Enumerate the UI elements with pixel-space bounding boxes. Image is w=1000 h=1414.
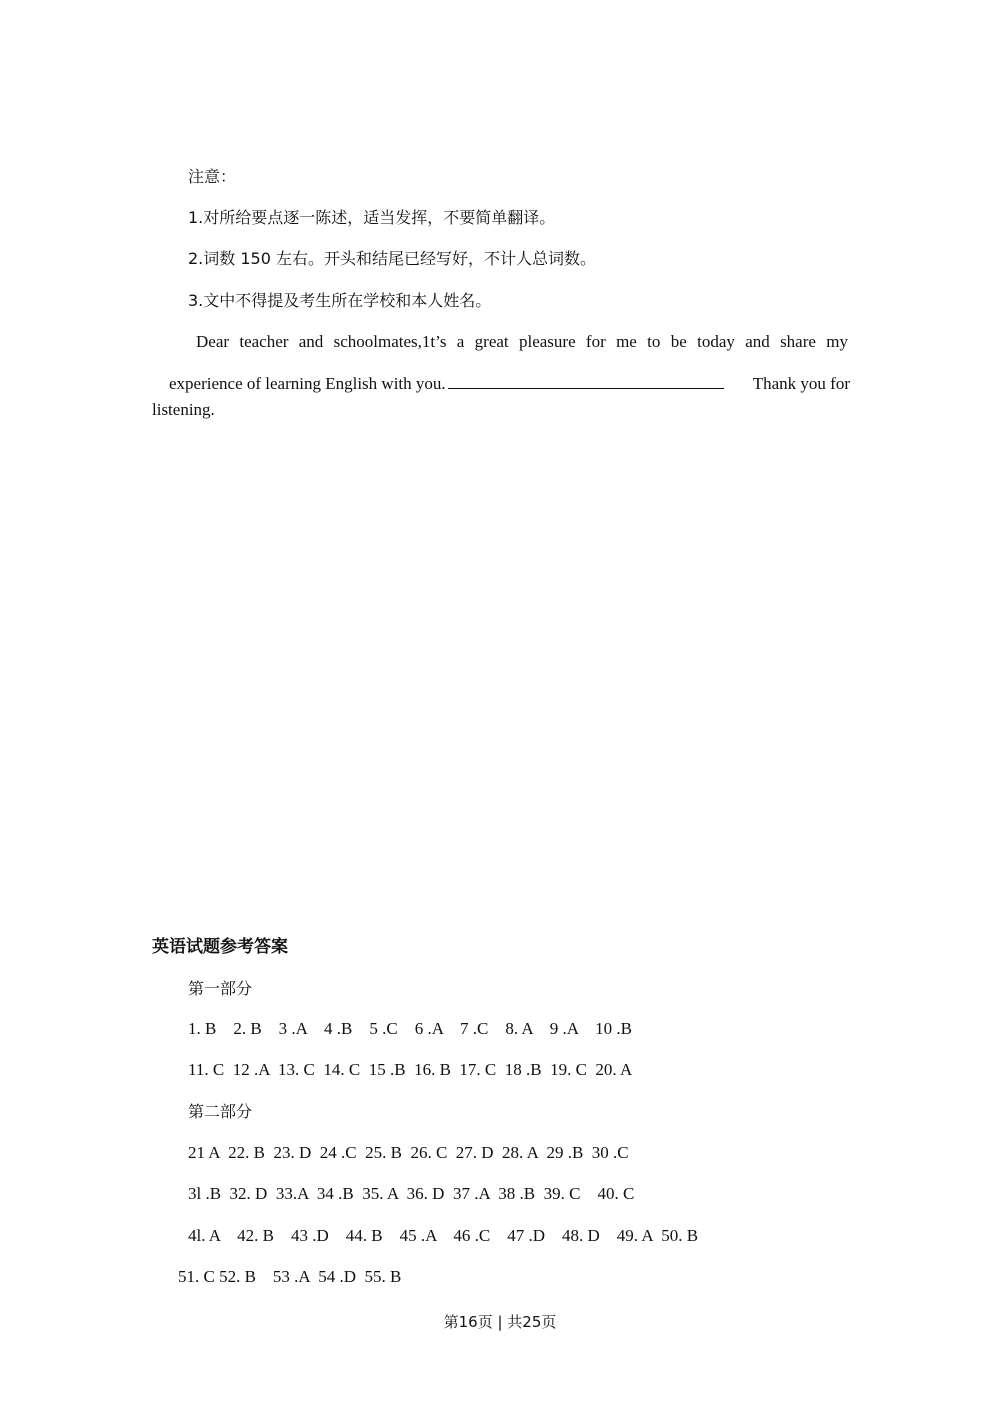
- note-item-2: 2.词数 150 左右。开头和结尾已经写好，不计人总词数。: [188, 249, 596, 268]
- essay-line-3: listening.: [152, 400, 215, 419]
- answer-row: 3l .B 32. D 33.A 34 .B 35. A 36. D 37 .A 38 .B 39. C 40. C: [188, 1184, 635, 1203]
- answer-key-title: 英语试题参考答案: [152, 937, 288, 957]
- note-item-3: 3.文中不得提及考生所在学校和本人姓名。: [188, 291, 492, 310]
- essay-line-2: [169, 373, 850, 395]
- notes-heading: 注意：: [188, 167, 237, 186]
- page-footer: 第16页 | 共25页: [443, 1313, 557, 1331]
- writing-blank[interactable]: [448, 374, 724, 389]
- essay-line-2-end: Thank you for: [752, 374, 850, 393]
- answer-row: 4l. A 42. B 43 .D 44. B 45 .A 46 .C 47 .D 48. D 49. A 50. B: [188, 1226, 699, 1245]
- part2-label: 第二部分: [188, 1102, 253, 1121]
- answer-row: 11. C 12 .A 13. C 14. C 15 .B 16. B 17. C 18 .B 19. C 20. A: [188, 1060, 633, 1079]
- essay-line-1: Dear teacher and schoolmates,1t’s a great pleasure for me to be today and share my: [196, 332, 848, 351]
- essay-line-2-start: experience of learning English with you.: [169, 374, 446, 393]
- part1-label: 第一部分: [188, 979, 253, 998]
- answer-row: 51. C 52. B 53 .A 54 .D 55. B: [178, 1267, 402, 1286]
- answer-row: 21 A 22. B 23. D 24 .C 25. B 26. C 27. D 28. A 29 .B 30 .C: [188, 1143, 629, 1162]
- note-item-1: 1.对所给要点逐一陈述，适当发挥，不要简单翻译。: [188, 208, 556, 227]
- answer-row: 1. B 2. B 3 .A 4 .B 5 .C 6 .A 7 .C 8. A 9 .A 10 .B: [188, 1019, 632, 1038]
